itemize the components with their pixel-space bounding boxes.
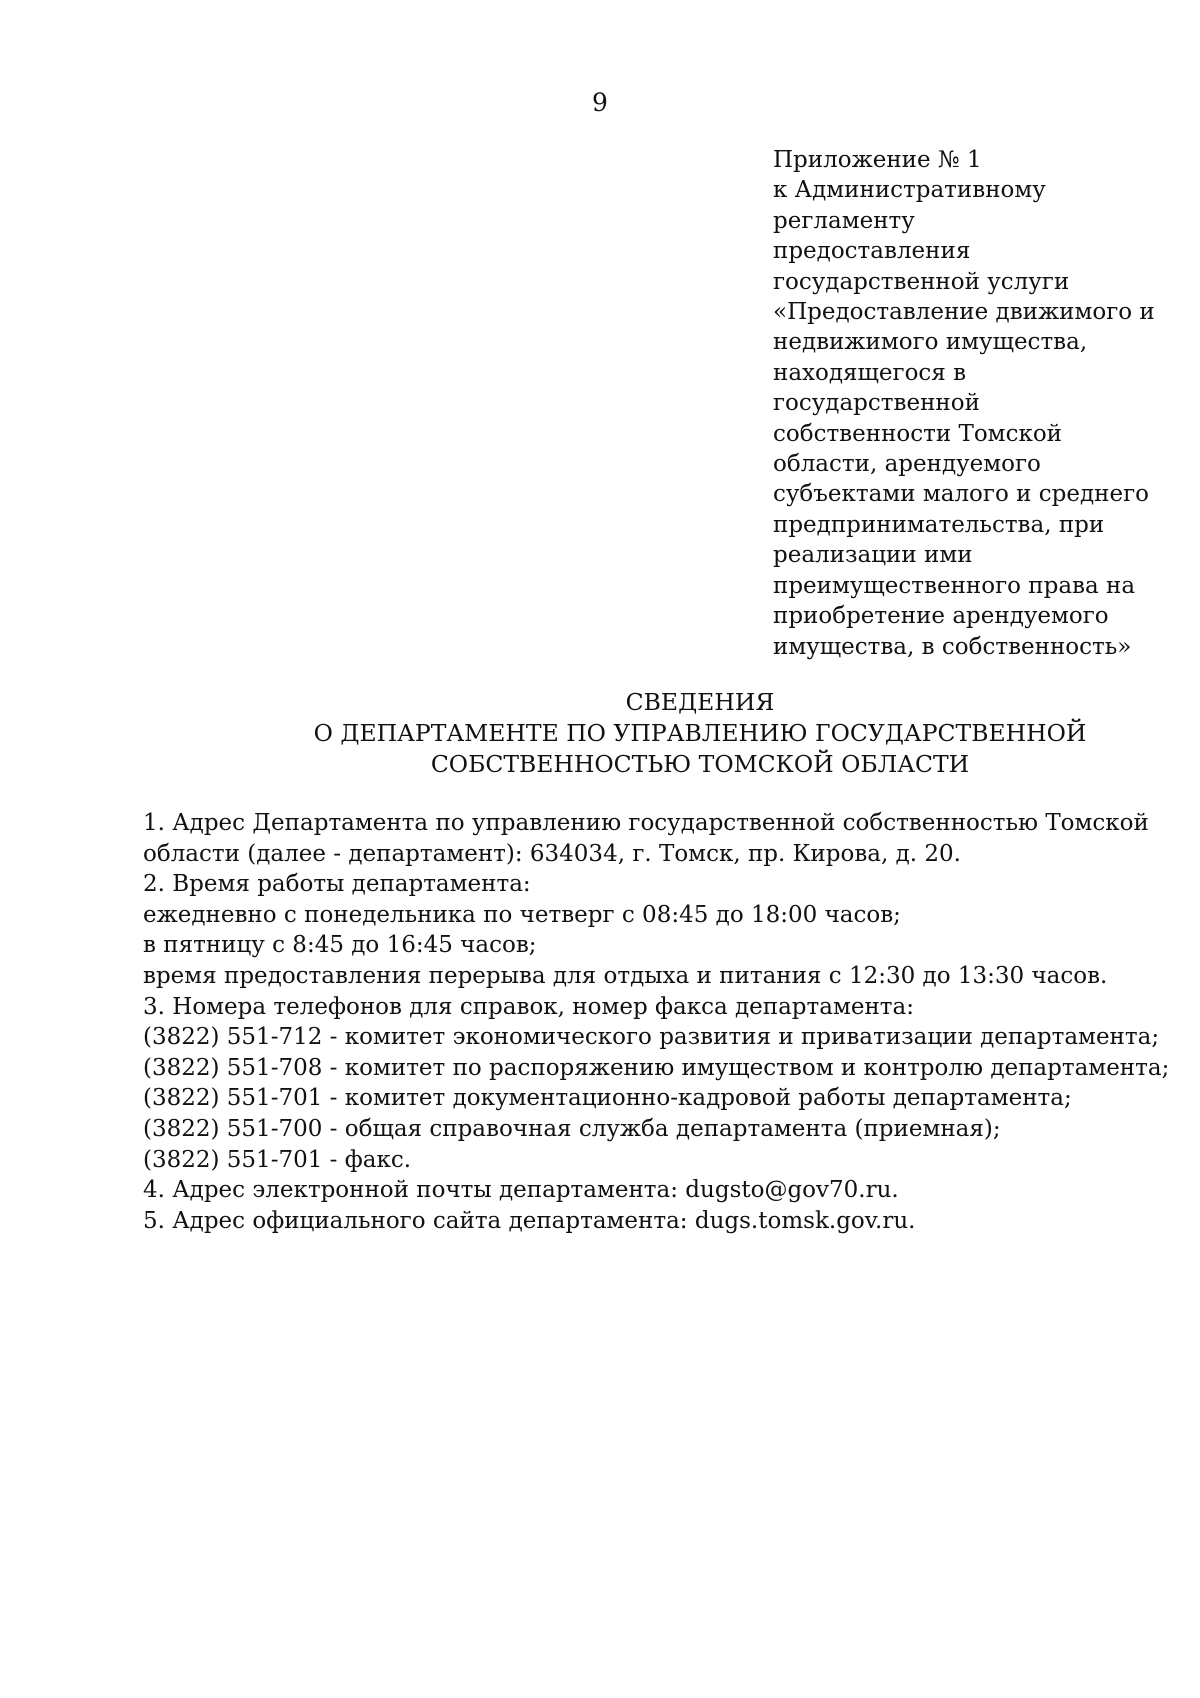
work-hours-friday: в пятницу с 8:45 до 16:45 часов; — [143, 932, 537, 959]
phone-line: (3822) 551-701 - комитет документационно-кадровой работы департамента; — [143, 1085, 1072, 1112]
phones-heading: 3. Номера телефонов для справок, номер факса департамента: — [143, 993, 914, 1020]
work-hours-heading: 2. Время работы департамента: — [143, 871, 531, 898]
website-line: 5. Адрес официального сайта департамента: dugs.tomsk.gov.ru. — [143, 1207, 916, 1234]
appendix-line: Приложение № 1 — [773, 147, 982, 173]
appendix-line: государственной — [773, 390, 980, 417]
appendix-line: реализации ими — [773, 542, 973, 569]
appendix-line: преимущественного права на — [773, 572, 1136, 599]
appendix-line: приобретение арендуемого — [773, 603, 1109, 630]
address-paragraph-line: 1. Адрес Департамента по управлению государственной собственностью Томской — [143, 810, 1149, 836]
document-body — [143, 808, 1170, 1236]
appendix-line: «Предоставление движимого и — [773, 299, 1155, 326]
phone-line: (3822) 551-701 - факс. — [143, 1146, 412, 1173]
appendix-line: собственности Томской — [773, 420, 1063, 447]
appendix-line: находящегося в — [773, 359, 967, 386]
appendix-line: субъектами малого и среднего — [773, 481, 1149, 508]
title-line: О ДЕПАРТАМЕНТЕ ПО УПРАВЛЕНИЮ ГОСУДАРСТВЕННОЙ — [313, 719, 1087, 747]
phone-line: (3822) 551-708 - комитет по распоряжению имуществом и контролю департамента; — [143, 1054, 1170, 1081]
phone-line: (3822) 551-712 - комитет экономического развития и приватизации департамента; — [143, 1024, 1160, 1051]
work-hours-weekdays: ежедневно с понедельника по четверг с 08:45 до 18:00 часов; — [143, 901, 901, 928]
appendix-line: области, арендуемого — [773, 451, 1041, 478]
work-hours-break: время предоставления перерыва для отдыха и питания с 12:30 до 13:30 часов. — [143, 962, 1108, 989]
address-paragraph-line: области (далее - департамент): 634034, г. Томск, пр. Кирова, д. 20. — [143, 840, 961, 867]
appendix-line: недвижимого имущества, — [773, 329, 1088, 356]
page-number: 9 — [592, 88, 608, 117]
appendix-line: имущества, в собственность» — [773, 633, 1132, 660]
document-title — [250, 687, 1150, 780]
appendix-line: предпринимательства, при — [773, 511, 1105, 538]
title-line: СОБСТВЕННОСТЬЮ ТОМСКОЙ ОБЛАСТИ — [430, 750, 970, 778]
appendix-block — [773, 145, 1173, 662]
appendix-line: предоставления — [773, 238, 971, 265]
email-line: 4. Адрес электронной почты департамента: dugsto@gov70.ru. — [143, 1177, 899, 1204]
appendix-line: к Административному — [773, 177, 1046, 204]
appendix-line: регламенту — [773, 207, 915, 234]
title-line: СВЕДЕНИЯ — [625, 688, 775, 716]
phone-line: (3822) 551-700 - общая справочная служба департамента (приемная); — [143, 1115, 1001, 1142]
appendix-line: государственной услуги — [773, 268, 1070, 295]
